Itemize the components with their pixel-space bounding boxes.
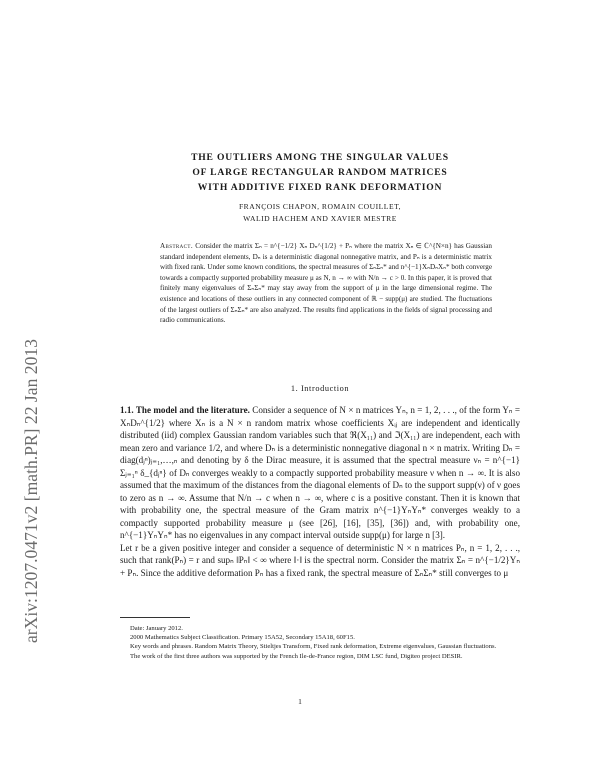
section-heading: 1. Introduction — [290, 384, 350, 393]
paragraph-text: Consider a sequence of N × n matrices Yₙ, n = 1, 2, . . ., of the form Yₙ = XₙDₙ^{1/2} where Xₙ is a N × n random matrix whose coefficients Xᵢⱼ are independent and identically distributed (iid) complex Gaussian random variables such that ℜ(X₁₁) and ℑ(X₁₁) are independent, each with mean zero and variance 1/2, and where Dₙ is a deterministic nonnegative diagonal n × n matrix. Writing Dₙ = diag(dⱼⁿ)ⱼ₌₁,…,ₙ and denoting by δ the Dirac measure, it is assumed that the spectral measure νₙ = n^{−1} Σⱼ₌₁ⁿ δ_{dⱼⁿ} of Dₙ converges weakly to a compactly supported probability measure ν when n → ∞. It is also assumed that the maximum of the distances from the diagonal elements of Dₙ to the support supp(ν) of ν goes to zero as n → ∞. Assume that N/n → c when n → ∞, where c is a positive constant. Then it is known that with probability one, the spectral measure of the Gram matrix n^{−1}YₙYₙ* converges weakly to a compactly supported probability measure μ (see [26], [16], [35], [36]) and, with probability one, n^{−1}YₙYₙ* has no eigenvalues in any compact interval outside supp(μ) for large n [3]. — [120, 405, 520, 540]
abstract-text: Consider the matrix Σₙ = n^{−1/2} Xₙ Dₙ^{1/2} + Pₙ where the matrix Xₙ ∈ ℂ^{N×n} has Gaussian standard independent elements, Dₙ is a deterministic diagonal nonnegative matrix, and Pₙ is a deterministic matrix with fixed rank. Under some known conditions, the spectral measures of ΣₙΣₙ* and n^{−1}XₙDₙXₙ* both converge towards a compactly supported probability measure μ as N, n → ∞ with N/n → c > 0. In this paper, it is proved that finitely many eigenvalues of ΣₙΣₙ* may stay away from the support of μ in the large dimensional regime. The existence and locations of these outliers in any connected component of ℝ − supp(μ) are studied. The fluctuations of the largest outliers of ΣₙΣₙ* are also analyzed. The results find applications in the fields of signal processing and radio communications. — [160, 242, 492, 325]
paragraph-heading: 1.1. The model and the literature. — [120, 405, 250, 415]
footnote-rule — [120, 617, 190, 618]
title-line: OF LARGE RECTANGULAR RANDOM MATRICES — [192, 167, 448, 178]
paper-title — [120, 150, 520, 195]
page-number: 1 — [298, 697, 302, 706]
footnotes — [120, 624, 520, 661]
footnote: Date: January 2012. — [130, 625, 183, 632]
footnote: 2000 Mathematics Subject Classification. Primary 15A52, Secondary 15A18, 60F15. — [130, 634, 355, 642]
footnote: Key words and phrases. Random Matrix Theory, Stieltjes Transform, Fixed rank deformation, Extreme eigenvalues, Gaussian fluctuations. — [130, 643, 497, 651]
authors-line: WALID HACHEM AND XAVIER MESTRE — [243, 214, 397, 223]
title-line: THE OUTLIERS AMONG THE SINGULAR VALUES — [191, 152, 449, 163]
title-line: WITH ADDITIVE FIXED RANK DEFORMATION — [197, 182, 443, 193]
arxiv-id: arXiv:1207.0471v2 [math.PR] 22 Jan 2013 — [21, 339, 41, 643]
footnote: The work of the first three authors was supported by the French Ile-de-France region, DIM LSC fund, Digiteo project DESIR. — [130, 652, 463, 660]
paper-authors — [120, 201, 520, 225]
abstract — [160, 241, 492, 326]
body-text — [120, 404, 520, 579]
paragraph-text: Let r be a given positive integer and consider a sequence of deterministic N × n matrices Pₙ, n = 1, 2, . . ., such that rank(Pₙ) = r and supₙ ‖Pₙ‖ < ∞ where ‖·‖ is the spectral norm. Consider the matrix Σₙ = n^{−1/2}Yₙ + Pₙ. Since the additive deformation Pₙ has a fixed rank, the spectral measure of ΣₙΣₙ* still converges to μ — [120, 542, 520, 578]
authors-line: FRANÇOIS CHAPON, ROMAIN COUILLET, — [238, 202, 402, 211]
arxiv-stamp — [12, 148, 48, 648]
abstract-label: Abstract. — [160, 242, 194, 250]
